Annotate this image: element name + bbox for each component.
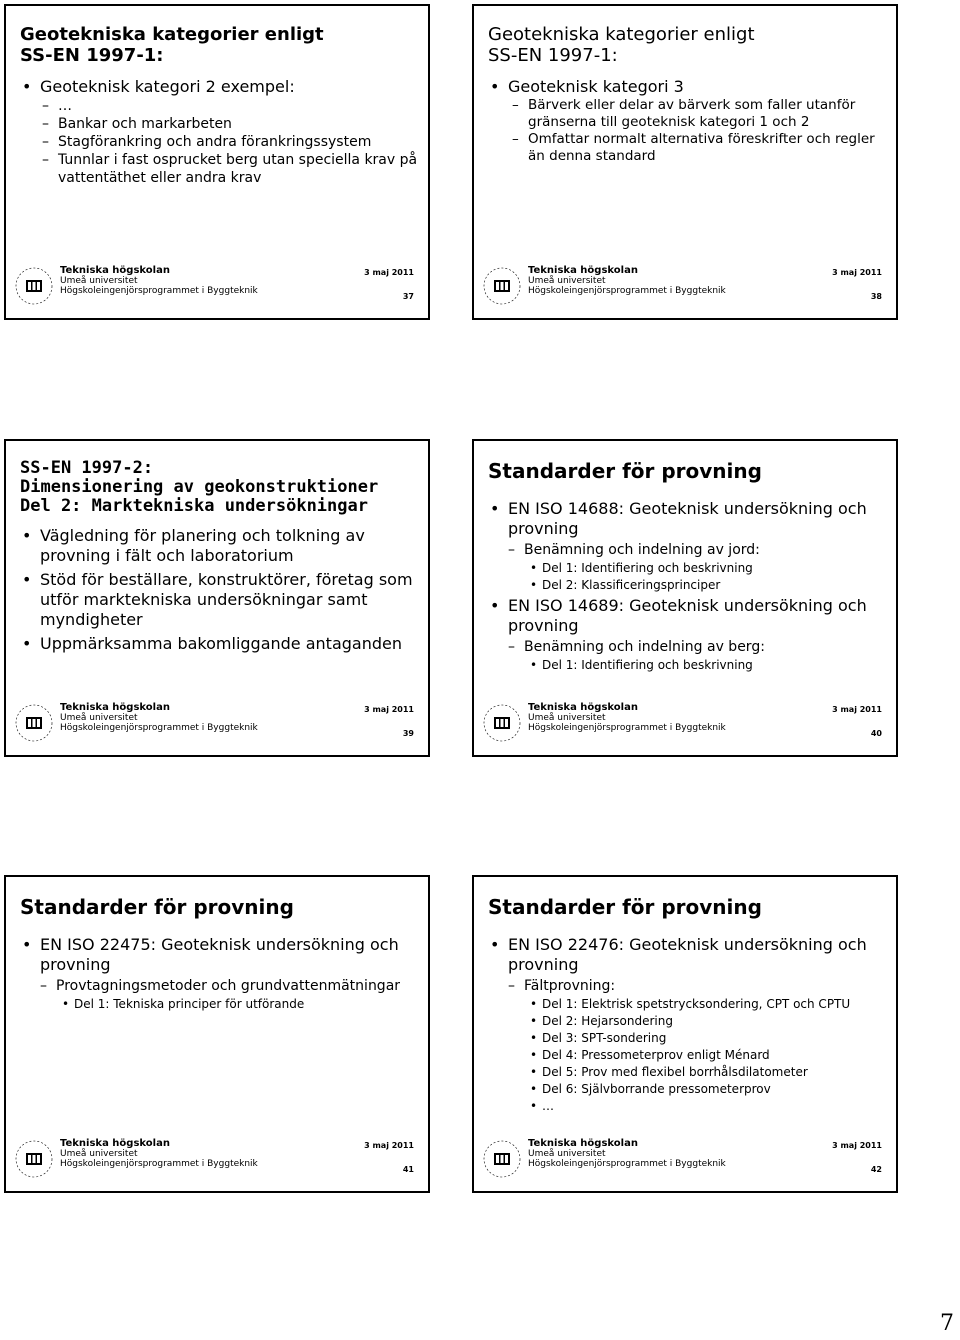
bullet-list (20, 526, 420, 654)
bullet-item-level-3: • Del 6: Självborrande pressometerprov (488, 1081, 888, 1098)
slide-footer (482, 1139, 888, 1179)
slide-footer (482, 703, 888, 743)
institution-name: Tekniska högskolan (528, 702, 638, 713)
bullet-item-level-3: • Del 2: Klassificeringsprinciper (488, 577, 888, 594)
bullet-item-level-1: • Geoteknisk kategori 3 (488, 76, 888, 97)
slide-37 (4, 4, 430, 320)
bullet-item-level-3: • Del 1: Elektrisk spetstrycksondering, CPT och CPTU (488, 996, 888, 1013)
bullet-list (488, 499, 888, 674)
bullet-item-level-2: – … (20, 97, 420, 115)
university-logo-icon (482, 1139, 522, 1179)
bullet-item-level-1: • Stöd för beställare, konstruktörer, företag som utför marktekniska undersökningar samt myndigheter (20, 570, 420, 630)
program-name: Högskoleingenjörsprogrammet i Byggteknik (60, 723, 258, 733)
slide-footer (482, 266, 888, 306)
slide-number: 40 (870, 729, 882, 738)
institution-name: Tekniska högskolan (60, 265, 170, 276)
bullet-item-level-1: • Vägledning för planering och tolkning av provning i fält och laboratorium (20, 526, 420, 566)
slide-title (20, 24, 420, 66)
bullet-list (488, 76, 888, 165)
page-number: 7 (940, 1311, 954, 1336)
bullet-list (488, 935, 888, 1115)
bullet-item-level-2: – Benämning och indelning av berg: (488, 638, 888, 657)
slide-number: 42 (870, 1165, 882, 1174)
slide-date: 3 maj 2011 (832, 705, 882, 714)
bullet-item-level-1: • EN ISO 22476: Geoteknisk undersökning och provning (488, 935, 888, 975)
slide-number: 39 (402, 729, 414, 738)
slide-date: 3 maj 2011 (832, 1141, 882, 1150)
bullet-item-level-2: – Bärverk eller delar av bärverk som faller utanför gränserna till geoteknisk kategori 1 och 2 (488, 97, 888, 131)
slide-41 (4, 875, 430, 1193)
slide-number: 41 (402, 1165, 414, 1174)
university-name: Umeå universitet (60, 1149, 138, 1159)
program-name: Högskoleingenjörsprogrammet i Byggteknik (528, 286, 726, 296)
bullet-item-level-2: – Bankar och markarbeten (20, 115, 420, 133)
slide-38 (472, 4, 898, 320)
bullet-item-level-2: – Stagförankring och andra förankringssystem (20, 133, 420, 151)
slide-title-line1: Geotekniska kategorier enligt (20, 24, 324, 45)
institution-block (60, 703, 258, 733)
university-logo-icon (14, 703, 54, 743)
university-name: Umeå universitet (60, 276, 138, 286)
university-name: Umeå universitet (528, 713, 606, 723)
university-logo-icon (14, 1139, 54, 1179)
slide-footer (14, 703, 420, 743)
institution-block (60, 266, 258, 296)
bullet-list (20, 935, 420, 1013)
slide-title-line: SS-EN 1997-2: (20, 458, 154, 478)
university-name: Umeå universitet (60, 713, 138, 723)
institution-name: Tekniska högskolan (528, 1138, 638, 1149)
bullet-item-level-3: • … (488, 1098, 888, 1115)
bullet-item-level-3: • Del 1: Identifiering och beskrivning (488, 560, 888, 577)
bullet-item-level-3: • Del 3: SPT-sondering (488, 1030, 888, 1047)
program-name: Högskoleingenjörsprogrammet i Byggteknik (528, 1159, 726, 1169)
institution-name: Tekniska högskolan (528, 265, 638, 276)
university-name: Umeå universitet (528, 1149, 606, 1159)
slide-date: 3 maj 2011 (832, 268, 882, 277)
slide-title (20, 459, 420, 516)
institution-block (528, 703, 726, 733)
bullet-item-level-2: – Omfattar normalt alternativa föreskrifter och regler än denna standard (488, 131, 888, 165)
bullet-item-level-3: • Del 5: Prov med flexibel borrhålsdilatometer (488, 1064, 888, 1081)
bullet-item-level-3: • Del 1: Identifiering och beskrivning (488, 657, 888, 674)
institution-name: Tekniska högskolan (60, 702, 170, 713)
university-name: Umeå universitet (528, 276, 606, 286)
slide-title-line1: Geotekniska kategorier enligt (488, 24, 755, 45)
bullet-item-level-3: • Del 2: Hejarsondering (488, 1013, 888, 1030)
bullet-item-level-1: • EN ISO 14689: Geoteknisk undersökning och provning (488, 596, 888, 636)
slide-40 (472, 439, 898, 757)
bullet-item-level-1: • EN ISO 22475: Geoteknisk undersökning och provning (20, 935, 420, 975)
bullet-item-level-2: – Provtagningsmetoder och grundvattenmätningar (20, 977, 420, 996)
slide-title-line: Dimensionering av geokonstruktioner (20, 477, 379, 497)
slide-title: Standarder för provning (20, 895, 294, 919)
slide-date: 3 maj 2011 (364, 705, 414, 714)
bullet-item-level-2: – Fältprovning: (488, 977, 888, 996)
slide-title-line2: SS-EN 1997-1: (20, 45, 164, 66)
slide-footer (14, 1139, 420, 1179)
university-logo-icon (482, 703, 522, 743)
bullet-item-level-1: • Geoteknisk kategori 2 exempel: (20, 76, 420, 97)
university-logo-icon (14, 266, 54, 306)
slide-title: Standarder för provning (488, 895, 762, 919)
slide-footer (14, 266, 420, 306)
bullet-item-level-2: – Tunnlar i fast osprucket berg utan speciella krav på vattentäthet eller andra krav (20, 151, 420, 187)
bullet-item-level-3: • Del 1: Tekniska principer för utförande (20, 996, 420, 1013)
slide-title-line: Del 2: Marktekniska undersökningar (20, 496, 368, 516)
bullet-list (20, 76, 420, 187)
bullet-item-level-1: • Uppmärksamma bakomliggande antaganden (20, 634, 420, 654)
slide-title (488, 24, 888, 66)
slide-39 (4, 439, 430, 757)
slide-number: 37 (402, 292, 414, 301)
institution-block (528, 1139, 726, 1169)
slide-title: Standarder för provning (488, 459, 762, 483)
slide-date: 3 maj 2011 (364, 1141, 414, 1150)
bullet-item-level-3: • Del 4: Pressometerprov enligt Ménard (488, 1047, 888, 1064)
bullet-item-level-2: – Benämning och indelning av jord: (488, 541, 888, 560)
institution-block (528, 266, 726, 296)
slide-title-line2: SS-EN 1997-1: (488, 45, 618, 66)
slide-42 (472, 875, 898, 1193)
institution-block (60, 1139, 258, 1169)
program-name: Högskoleingenjörsprogrammet i Byggteknik (528, 723, 726, 733)
slide-date: 3 maj 2011 (364, 268, 414, 277)
bullet-item-level-1: • EN ISO 14688: Geoteknisk undersökning och provning (488, 499, 888, 539)
program-name: Högskoleingenjörsprogrammet i Byggteknik (60, 286, 258, 296)
institution-name: Tekniska högskolan (60, 1138, 170, 1149)
university-logo-icon (482, 266, 522, 306)
slide-number: 38 (870, 292, 882, 301)
program-name: Högskoleingenjörsprogrammet i Byggteknik (60, 1159, 258, 1169)
